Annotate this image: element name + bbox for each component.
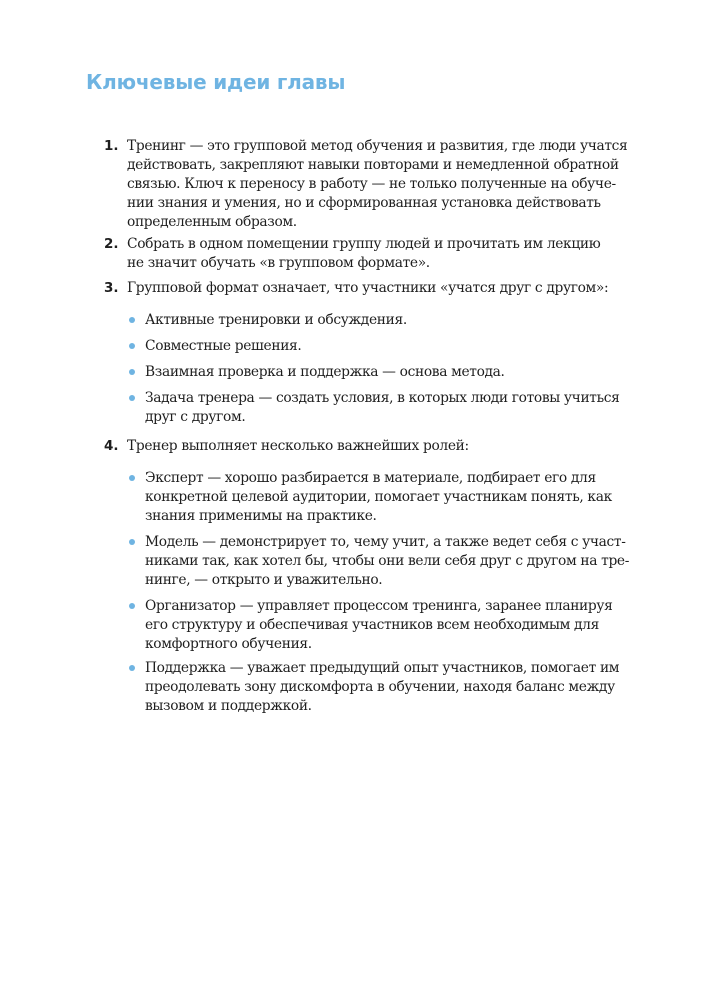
item-number: 4. — [104, 438, 119, 454]
bullet-dot — [129, 343, 135, 349]
text-line: нии знания и умения, но и сформированная установка действовать — [127, 195, 601, 211]
text-line: Групповой формат означает, что участники «учатся друг с другом»: — [127, 280, 609, 296]
item-text — [127, 235, 627, 273]
bullet-text — [145, 389, 625, 427]
bullet-dot — [129, 475, 135, 481]
item-number: 1. — [104, 138, 119, 154]
item-number: 3. — [104, 280, 119, 296]
bullet-text — [145, 311, 625, 330]
bullet-dot — [129, 395, 135, 401]
text-line: Поддержка — уважает предыдущий опыт участников, помогает им — [145, 660, 620, 676]
text-line: его структуру и обеспечивая участников всем необходимым для — [145, 617, 599, 633]
text-line: Модель — демонстрирует то, чему учит, а также ведет себя с участ- — [145, 534, 626, 550]
text-line: не значит обучать «в групповом формате». — [127, 255, 430, 271]
text-line: знания применимы на практике. — [145, 508, 377, 524]
bullet-text — [145, 597, 625, 654]
text-line: Организатор — управляет процессом тренинга, заранее планируя — [145, 598, 613, 614]
text-line: никами так, как хотел бы, чтобы они вели себя друг с другом на тре- — [145, 553, 630, 569]
text-line: определенным образом. — [127, 214, 297, 230]
bullet-dot — [129, 369, 135, 375]
text-line: Эксперт — хорошо разбирается в материале, подбирает его для — [145, 470, 596, 486]
text-line: Взаимная проверка и поддержка — основа метода. — [145, 364, 505, 380]
bullet-text — [145, 659, 625, 716]
text-line: Задача тренера — создать условия, в которых люди готовы учиться — [145, 390, 620, 406]
text-line: действовать, закрепляют навыки повторами и немедленной обратной — [127, 157, 619, 173]
bullet-dot — [129, 317, 135, 323]
text-line: преодолевать зону дискомфорта в обучении, находя баланс между — [145, 679, 615, 695]
page-title: Ключевые идеи главы — [86, 70, 346, 94]
text-line: вызовом и поддержкой. — [145, 698, 312, 714]
text-line: Собрать в одном помещении группу людей и прочитать им лекцию — [127, 236, 601, 252]
bullet-text — [145, 337, 625, 356]
text-line: Активные тренировки и обсуждения. — [145, 312, 407, 328]
item-text — [127, 279, 627, 298]
bullet-text — [145, 469, 625, 526]
text-line: Совместные решения. — [145, 338, 302, 354]
bullet-dot — [129, 603, 135, 609]
text-line: конкретной целевой аудитории, помогает участникам понять, как — [145, 489, 612, 505]
bullet-dot — [129, 665, 135, 671]
bullet-text — [145, 363, 625, 382]
text-line: друг с другом. — [145, 409, 246, 425]
bullet-dot — [129, 539, 135, 545]
text-line: нинге, — открыто и уважительно. — [145, 572, 383, 588]
text-line: комфортного обучения. — [145, 636, 312, 652]
item-text — [127, 137, 627, 232]
text-line: Тренинг — это групповой метод обучения и развития, где люди учатся — [127, 138, 628, 154]
item-text — [127, 437, 627, 456]
text-line: Тренер выполняет несколько важнейших ролей: — [127, 438, 469, 454]
text-line: связью. Ключ к переносу в работу — не только полученные на обуче- — [127, 176, 616, 192]
item-number: 2. — [104, 236, 119, 252]
bullet-text — [145, 533, 630, 590]
